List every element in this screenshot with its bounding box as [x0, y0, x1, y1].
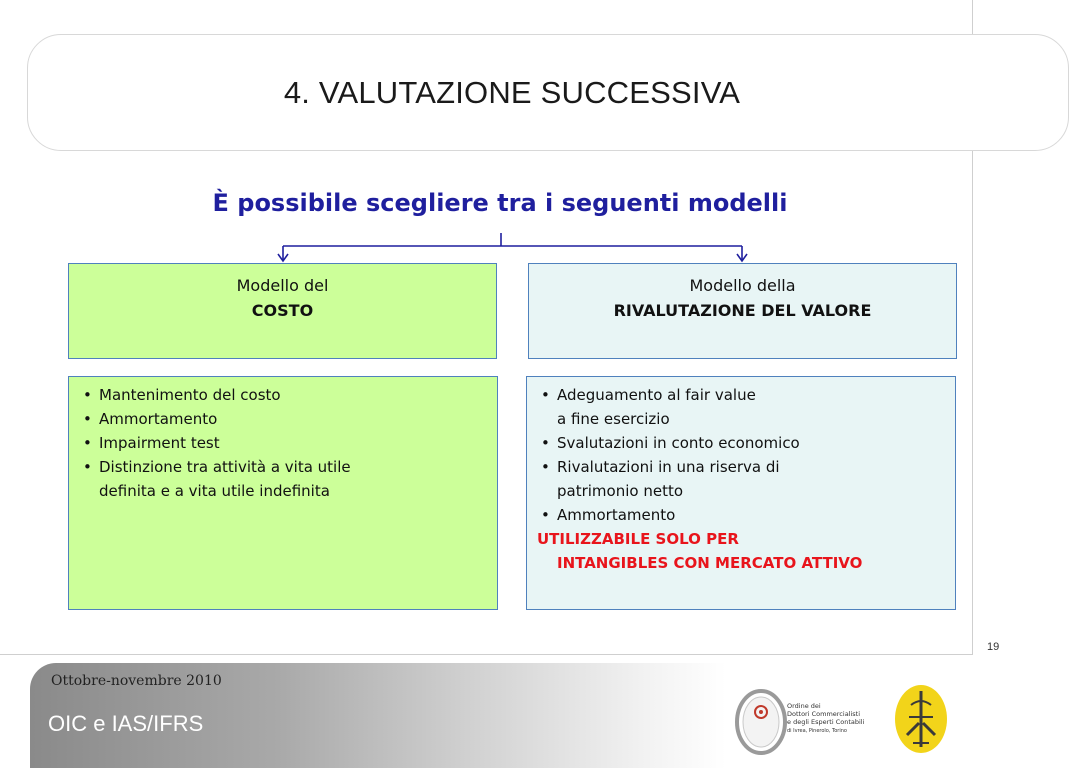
slide-frame-bottom [0, 654, 973, 655]
odc-logo [735, 688, 865, 756]
list-item-continuation: definita e a vita utile indefinita [99, 482, 330, 500]
svg-text:e degli Esperti Contabili: e degli Esperti Contabili [787, 718, 865, 726]
svg-text:Ordine dei: Ordine dei [787, 702, 821, 710]
cost-model-header [68, 263, 497, 359]
revaluation-model-line1: Modello della [689, 276, 796, 295]
page-number: 19 [987, 641, 1000, 653]
revaluation-model-details [526, 376, 956, 610]
list-item-continuation: patrimonio netto [557, 482, 684, 500]
list-item: • Svalutazioni in conto economico [541, 431, 955, 455]
slide-subtitle: È possibile scegliere tra i seguenti modelli [212, 189, 788, 217]
svg-text:di Ivrea, Pinerolo, Torino: di Ivrea, Pinerolo, Torino [787, 728, 847, 734]
list-item: • Rivalutazioni in una riserva di [541, 455, 955, 479]
footer-date: Ottobre-novembre 2010 [51, 673, 222, 689]
footer-title: OIC e IAS/IFRS [48, 711, 204, 736]
slide-title: 4. VALUTAZIONE SUCCESSIVA [283, 75, 741, 110]
cost-model-line1: Modello del [236, 276, 329, 295]
list-item: • Ammortamento [83, 407, 497, 431]
list-item: • Ammortamento [541, 503, 955, 527]
list-item: • Distinzione tra attività a vita utile [83, 455, 497, 479]
revaluation-model-header [528, 263, 957, 359]
warning-note-line2: INTANGIBLES CON MERCATO ATTIVO [557, 554, 863, 572]
list-item: • Adeguamento al fair value [541, 383, 955, 407]
list-item-continuation: a fine esercizio [557, 410, 670, 428]
list-item: • Mantenimento del costo [83, 383, 497, 407]
revaluation-model-line2: RIVALUTAZIONE DEL VALORE [613, 301, 872, 320]
connector-arrows [270, 228, 760, 264]
svg-text:Dottori Commercialisti: Dottori Commercialisti [787, 710, 861, 718]
cost-model-line2: COSTO [251, 301, 314, 320]
warning-note-line1: UTILIZZABILE SOLO PER [537, 530, 739, 548]
oic-logo [893, 683, 949, 755]
cost-model-details [68, 376, 498, 610]
list-item: • Impairment test [83, 431, 497, 455]
